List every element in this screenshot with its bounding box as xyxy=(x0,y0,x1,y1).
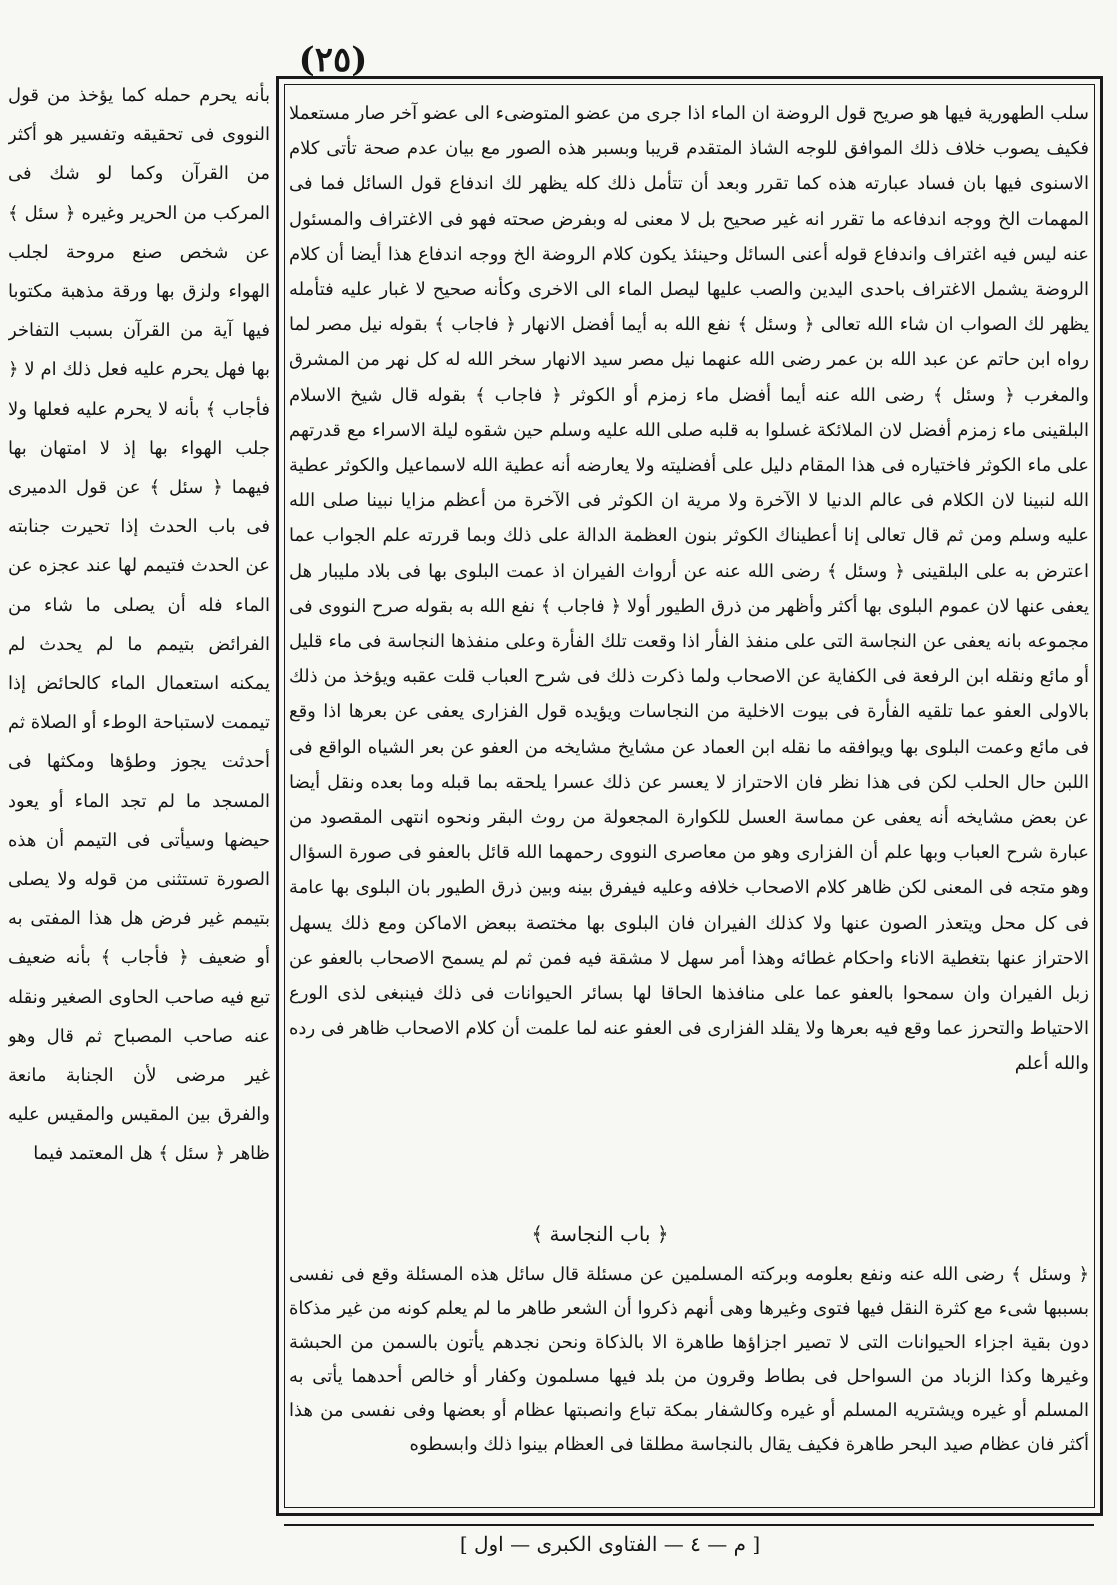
page-footer: [ م — ٤ — الفتاوى الكبرى — اول ] xyxy=(459,1532,761,1556)
margin-commentary: بأنه يحرم حمله كما يؤخذ من قول النووى فى تحقيقه وتفسير هو أكثر من القرآن وكما لو شك فى المركب من الحرير وغيره ﴿ سئل ﴾ عن شخص صنع مروحة لجلب الهواء ولزق بها ورقة مذهبة مكتوبا فيها آية من القرآن بسبب التفاخر بها فهل يحرم عليه فعل ذلك ام لا ﴿ فأجاب ﴾ بأنه لا يحرم عليه فعلها ولا جلب الهواء بها إذ لا امتهان بها فيهما ﴿ سئل ﴾ عن قول الدميرى فى باب الحدث إذا تحيرت جنابته عن الحدث فتيمم لها عند عجزه عن الماء فله أن يصلى ما شاء من الفرائض بتيمم ما لم يحدث لم يمكنه استعمال الماء كالحائض إذا تيممت لاستباحة الوطء أو الصلاة ثم أحدثت يجوز وطؤها ومكثها فى المسجد ما لم تجد الماء أو يعود حيضها وسيأتى فى التيمم أن هذه الصورة تستثنى من قوله ولا يصلى بتيمم غير فرض هل هذا المفتى به أو ضعيف ﴿ فأجاب ﴾ بأنه ضعيف تبع فيه صاحب الحاوى الصغير ونقله عنه صاحب المصباح ثم قال وهو غير مرضى لأن الجنابة مانعة والفرق بين المقيس والمقيس عليه ظاهر ﴿ سئل ﴾ هل المعتمد فيما xyxy=(8,85,270,1165)
section-heading: ﴿ باب النجاسة ﴾ xyxy=(531,1222,669,1246)
footer-rule xyxy=(284,1524,1094,1526)
main-body-text: سلب الطهورية فيها هو صريح قول الروضة ان الماء اذا جرى من عضو المتوضىء الى عضو آخر صار مستعملا فكيف يصوب خلاف ذلك الموافق للوجه الشاذ المتقدم قريبا وبسبر هذه الصور مع بيان عدم صحة تأتى كلام الاسنوى فيها بان فساد عبارته هذه كما تقرر وبعد أن تتأمل ذلك كله يظهر لك اندفاع قول السائل فما فى المهمات الخ ووجه اندفاعه ما تقرر انه غير صحيح بل لا معنى له وبفرض صحته فهو فى الاغتراف والمسئول عنه ليس فيه اغتراف واندفاع قوله أعنى السائل وحينئذ يكون كلام الروضة الخ ووجه اندفاع هذا أيضا أن كلام الروضة يشمل الاغتراف باحدى اليدين والصب عليها ليصل الماء الى الاخرى وكأنه صحيح لا غبار عليه فتأمله يظهر لك الصواب ان شاء الله تعالى ﴿ وسئل ﴾ نفع الله به أيما أفضل الانهار ﴿ فاجاب ﴾ بقوله نيل مصر لما رواه ابن حاتم عن عبد الله بن عمر رضى الله عنهما نيل مصر سيد الانهار سخر الله له كل نهر من المشرق والمغرب ﴿ وسئل ﴾ رضى الله عنه أيما أفضل ماء زمزم أو الكوثر ﴿ فاجاب ﴾ بقوله قال شيخ الاسلام البلقينى ماء زمزم أفضل لان الملائكة غسلوا به قلبه صلى الله عليه وسلم حين شقوه ليلة الاسراء مع قدرتهم على ماء الكوثر فاختياره فى هذا المقام دليل على أفضليته ولا يعارضه أنه عطية الله لاسماعيل والكوثر عطية الله لنبينا لان الكلام فى عالم الدنيا لا الآخرة ولا مرية ان الكوثر فى الآخرة من أعظم مزايا نبينا صلى الله عليه وسلم ومن ثم قال تعالى إنا أعطيناك الكوثر بنون العظمة الدالة على ذلك وبما قررته علم الجواب عما اعترض به على البلقينى ﴿ وسئل ﴾ رضى الله عنه عن أرواث الفيران اذ عمت البلوى بها فى بلاد مليبار هل يعفى عنها لان عموم البلوى بها أكثر وأظهر من ذرق الطيور أولا ﴿ فاجاب ﴾ نفع الله به بقوله صرح النووى فى مجموعه بانه يعفى عن النجاسة التى على منفذ الفأر اذا وقعت تلك الفأرة وعلى منفذها النجاسة فى ماء قليل أو مائع ونقله ابن الرفعة فى الكفاية عن الاصحاب ولما ذكرت ذلك فى شرح العباب قلت عقبه ويؤخذ من ذلك بالاولى العفو عما تلقيه الفأرة فى بيوت الاخلية من النجاسات ويؤيده قول الفزارى يعفى عن بعرها اذا وقع فى مائع وعمت البلوى بها ويوافقه ما نقله ابن العماد عن مشايخ مشايخه من العفو عن بعر الشياه الواقع فى اللبن حال الحلب لكن فى هذا نظر فان الاحتراز لا يعسر عن ذلك عسرا يلحقه بما قبله وما بعده ونقل أيضا عن بعض مشايخه أنه يعفى عن مماسة العسل للكوارة المجعولة من روث البقر ونحوه انتهى المقصود من عبارة شرح العباب وبها علم أن الفزارى وهو من معاصرى النووى رحمهما الله قائل بالعفو فى صورة السؤال وهو متجه فى المعنى لكن ظاهر كلام الاصحاب خلافه وعليه فيفرق بينه وبين ذرق الطيور بان البلوى بها عامة فى كل محل ويتعذر الصون عنها ولا كذلك الفيران فان البلوى بها مختصة ببعض الاماكن ومع ذلك يسهل الاحتراز عنها بتغطية الاناء واحكام غطائه وهذا أمر سهل لا مشقة فيه فمن ثم لم يسمح الاصحاب بالعفو عن زبل الفيران وان سمحوا بالعفو عما على منافذها الحاقا لها بسائر الحيوانات فى ذلك فينبغى لذى الورع الاحتياط والتحرز عما وقع فيه بعرها ولا يقلد الفزارى فى العفو عنه لما علمت أن كلام الاصحاب ظاهر فى رده والله أعلم xyxy=(289,103,1089,1075)
section-body-text: ﴿ وسئل ﴾ رضى الله عنه ونفع بعلومه وبركته المسلمين عن مسئلة قال سائل هذه المسئلة وقع فى نفسى بسببها شىء مع كثرة النقل فيها فتوى وغيرها وهى أنهم ذكروا أن الشعر طاهر ما لم يعلم كونه من غير مذكاة دون بقية اجزاء الحيوانات التى لا تصير اجزاؤها طاهرة الا بالذكاة ونحن نجدهم يأتون بالسمن من الحبشة وغيرها وكذا الزباد من السواحل فى بطاط وقرون من بلد فيها مسلمون وكفار أو خالص أحدهما يأتى به المسلم أو غيره ويشتريه المسلم أو غيره وكالشفار بمكة تباع وانصبتها عظام أو بعضها وفى نفسى من هذا أكثر فان عظام صيد البحر طاهرة فكيف يقال بالنجاسة مطلقا فى العظام بينوا ذلك وابسطوه xyxy=(289,1264,1089,1455)
page-number: (٢٥) xyxy=(298,40,368,80)
